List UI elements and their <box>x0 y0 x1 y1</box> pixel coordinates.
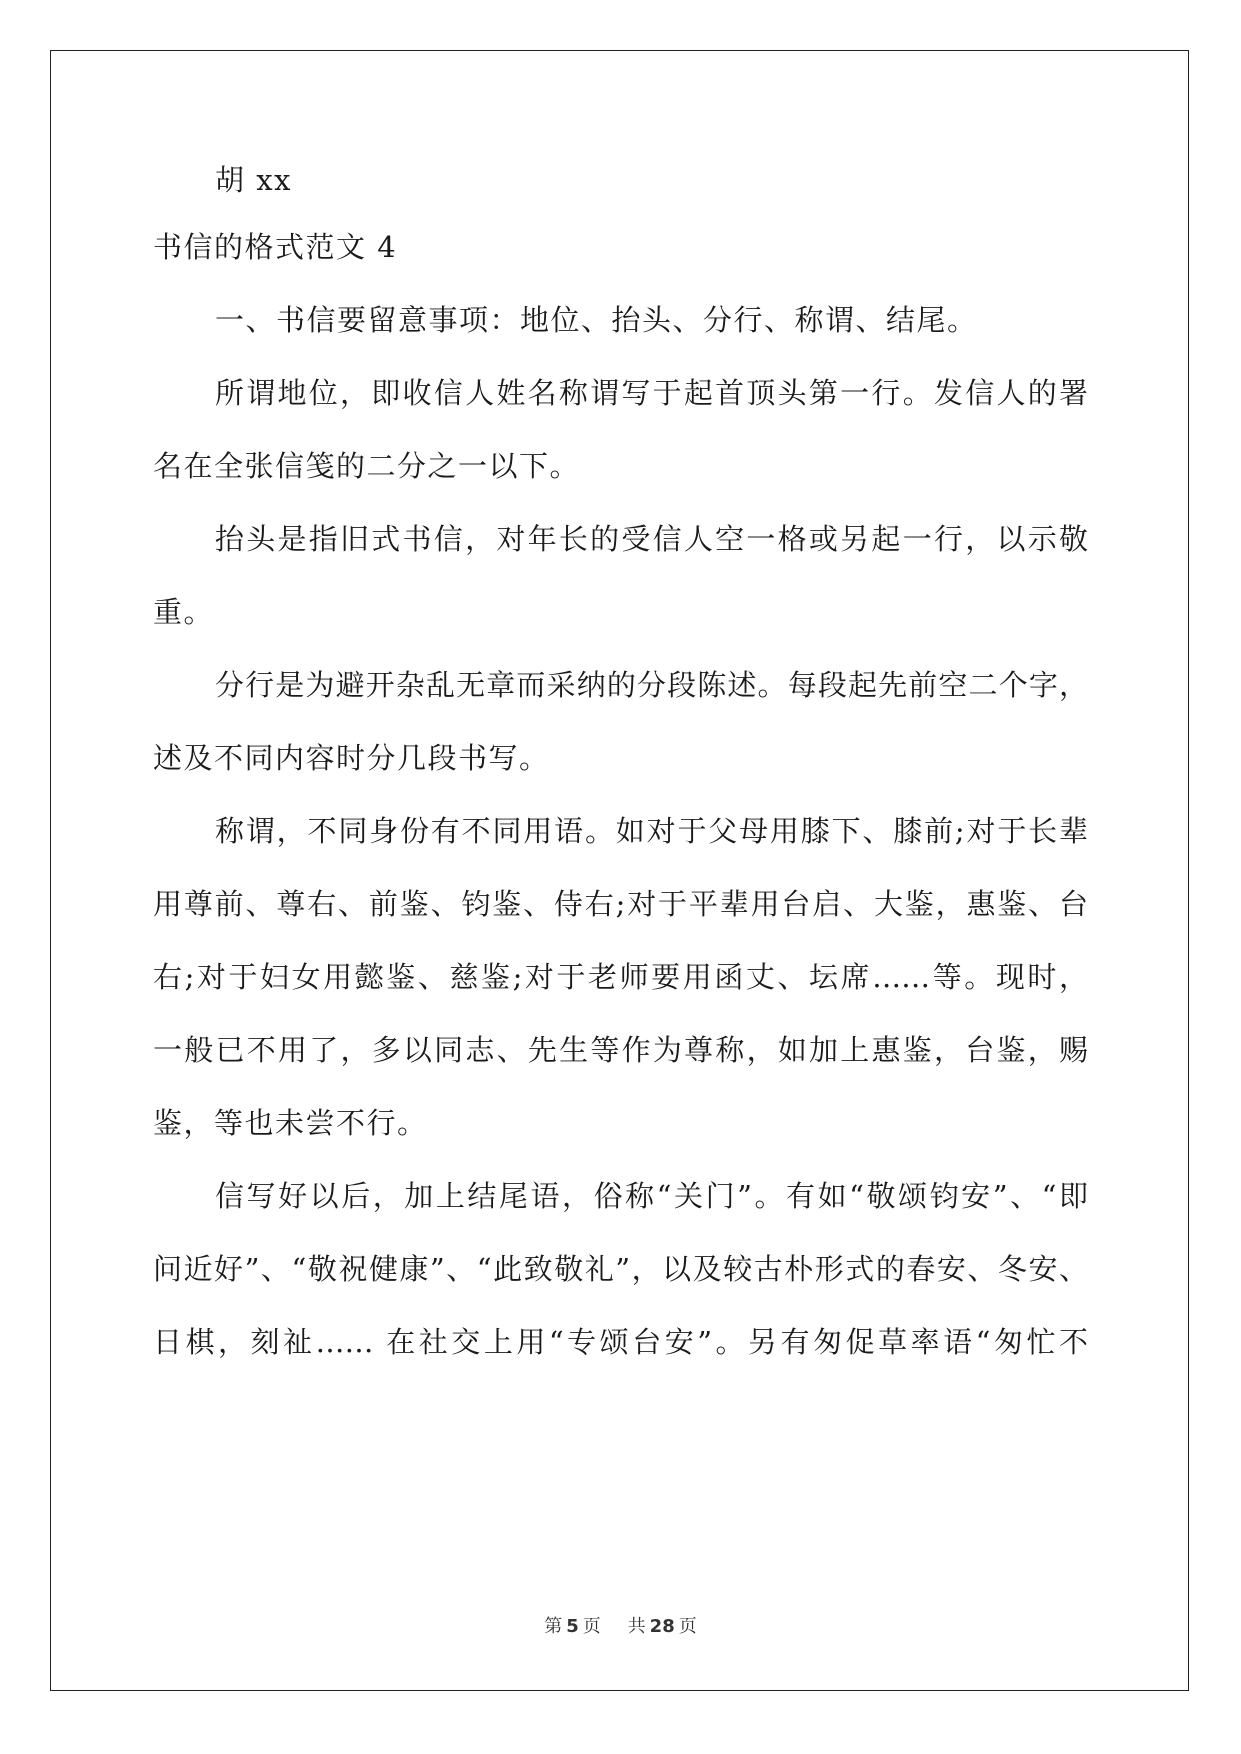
page-border <box>50 50 1189 1691</box>
footer-prefix: 第 <box>544 1616 563 1637</box>
footer-page-suffix: 页 <box>582 1616 601 1637</box>
paragraph-line: 重。 <box>153 595 215 629</box>
signature-line: 胡 xx <box>215 163 292 197</box>
paragraph-line: 一般已不用了，多以同志、先生等作为尊称，如加上惠鉴，台鉴，赐 <box>153 1033 1088 1067</box>
paragraph-line: 抬头是指旧式书信，对年长的受信人空一格或另起一行，以示敬 <box>215 522 1088 556</box>
current-page-number: 5 <box>566 1616 579 1637</box>
paragraph-line: 述及不同内容时分几段书写。 <box>153 741 550 775</box>
paragraph-line: 日棋，刻祉…… 在社交上用“专颂台安”。另有匆促草率语“匆忙不 <box>153 1325 1088 1359</box>
total-page-count: 28 <box>649 1616 675 1637</box>
paragraph-line: 鉴，等也未尝不行。 <box>153 1106 428 1140</box>
paragraph-line: 称谓，不同身份有不同用语。如对于父母用膝下、膝前;对于长辈 <box>215 814 1088 848</box>
paragraph-line: 信写好以后，加上结尾语，俗称“关门”。有如“敬颂钧安”、“即 <box>215 1179 1088 1213</box>
paragraph-line: 分行是为避开杂乱无章而采纳的分段陈述。每段起先前空二个字， <box>215 668 1088 702</box>
paragraph-line: 名在全张信笺的二分之一以下。 <box>153 449 581 483</box>
section-heading: 书信的格式范文 4 <box>153 230 398 264</box>
footer-total-prefix: 共 <box>627 1616 646 1637</box>
paragraph-line: 右;对于妇女用懿鉴、慈鉴;对于老师要用函丈、坛席……等。现时， <box>153 960 1088 994</box>
page-footer <box>0 1612 1241 1638</box>
paragraph-line: 用尊前、尊右、前鉴、钧鉴、侍右;对于平辈用台启、大鉴，惠鉴、台 <box>153 887 1088 921</box>
paragraph-line: 一、书信要留意事项：地位、抬头、分行、称谓、结尾。 <box>215 303 978 337</box>
paragraph-line: 所谓地位，即收信人姓名称谓写于起首顶头第一行。发信人的署 <box>215 376 1088 410</box>
paragraph-line: 问近好”、“敬祝健康”、“此致敬礼”，以及较古朴形式的春安、冬安、 <box>153 1252 1088 1286</box>
footer-total-suffix: 页 <box>678 1616 697 1637</box>
